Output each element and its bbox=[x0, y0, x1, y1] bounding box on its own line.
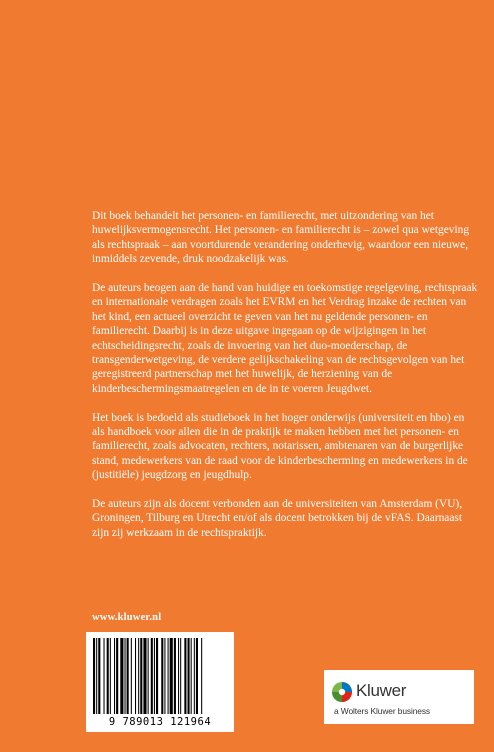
barcode-bar bbox=[161, 638, 163, 714]
barcode-bar bbox=[131, 638, 132, 714]
barcode-bar bbox=[180, 638, 181, 714]
barcode-bar bbox=[196, 638, 198, 714]
barcode-bar bbox=[178, 638, 179, 714]
barcode-bar bbox=[151, 638, 153, 714]
publisher-tagline: a Wolters Kluwer business bbox=[334, 706, 431, 716]
barcode-bar bbox=[138, 638, 139, 714]
barcode-bar bbox=[154, 638, 155, 714]
barcode-bar bbox=[140, 638, 142, 714]
kluwer-logo-icon bbox=[331, 681, 353, 703]
blurb-paragraph-2: De auteurs beogen aan de hand van huidige en toekomstige regelgeving, rechtspraak en internationale verdragen zoals het EVRM en het Verdrag inzake de rechten van het kind, een actueel overzicht te geven van het nu geldende personen- en familierecht. Daarbij is in deze uitgave ingegaan op de wijzigingen in het echtscheidingsrecht, zoals de invoering van het duo-moederschap, de transgenderwetgeving, de verdere gelijkschakeling van de rechtsgevolgen van het geregistreerd partnerschap met het huwelijk, de herziening van de kinderbeschermingsmaatregelen en de in te voeren Jeugdwet. bbox=[92, 282, 478, 395]
barcode-bar bbox=[143, 638, 146, 714]
barcode-bar bbox=[174, 638, 176, 714]
barcode-bars bbox=[91, 638, 229, 714]
barcode-bar bbox=[201, 638, 202, 714]
blurb-paragraph-1: Dit boek behandelt het personen- en familierecht, met uitzondering van het huwelijksvermogensrecht. Het personen- en familierecht is – zowel qua wetgeving als rechtspraak – aan voortdurende verandering onderhevig, waardoor een nieuwe, inmiddels zevende, druk noodzakelijk was. bbox=[92, 210, 470, 266]
barcode-bar bbox=[184, 638, 186, 714]
barcode-bar bbox=[116, 638, 118, 714]
barcode-bar bbox=[148, 638, 149, 714]
barcode-bar bbox=[156, 638, 158, 714]
back-cover-blurb bbox=[92, 209, 478, 555]
barcode-bar bbox=[127, 638, 129, 714]
barcode-bar bbox=[194, 638, 195, 714]
barcode-bar bbox=[110, 638, 111, 714]
barcode-bar bbox=[107, 638, 109, 714]
barcode-bar bbox=[135, 638, 136, 714]
barcode-bar bbox=[170, 638, 173, 714]
blurb-paragraph-4: De auteurs zijn als docent verbonden aan de universiteiten van Amsterdam (VU), Groningen, Tilburg en Utrecht en/of als docent betrokken bij de vFAS. Daarnaast zijn zij werkzaam in de rechtspraktijk. bbox=[92, 498, 463, 539]
isbn-barcode bbox=[86, 632, 234, 732]
barcode-bar bbox=[191, 638, 192, 714]
isbn-number: 9 789013 121964 bbox=[108, 716, 212, 728]
barcode-bar bbox=[120, 638, 123, 714]
publisher-logo bbox=[324, 670, 474, 724]
publisher-website[interactable]: www.kluwer.nl bbox=[92, 612, 162, 623]
barcode-bar bbox=[164, 638, 165, 714]
barcode-bar bbox=[98, 638, 100, 714]
barcode-bar bbox=[188, 638, 190, 714]
barcode-bar bbox=[104, 638, 105, 714]
blurb-paragraph-3: Het boek is bedoeld als studieboek in het hoger onderwijs (universiteit en hbo) en als handboek voor allen die in de praktijk te maken hebben met het personen- en familierecht, zoals advocaten, rechters, notarissen, ambtenaren van de burgerlijke stand, medewerkers van de raad voor de kinderbescherming en medewerkers in de (justitiële) jeugdzorg en jeugdhulp. bbox=[92, 411, 468, 482]
barcode-bar bbox=[125, 638, 126, 714]
barcode-bar bbox=[114, 638, 115, 714]
publisher-name: Kluwer bbox=[356, 681, 407, 700]
barcode-bar bbox=[168, 638, 169, 714]
barcode-bar bbox=[96, 638, 97, 714]
barcode-bar bbox=[93, 638, 95, 714]
